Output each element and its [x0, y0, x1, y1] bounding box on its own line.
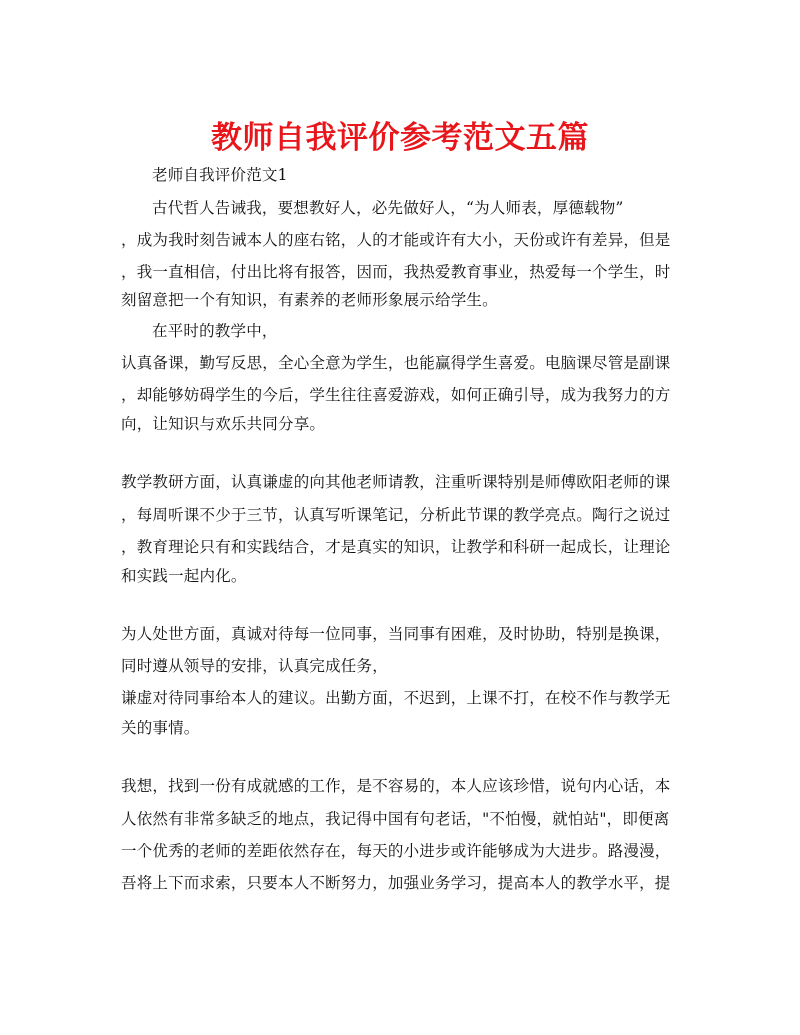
paragraph-line: 同时遵从领导的安排，认真完成任务， [121, 657, 388, 675]
paragraph-line: ，我一直相信，付出比将有报答，因而，我热爱教育事业，热爱每一个学生，时 [121, 263, 671, 281]
paragraph-line: ，却能够妨碍学生的今后，学生往往喜爱游戏，如何正确引导，成为我努力的方 [121, 386, 671, 404]
paragraph-line: 关的事情。 [121, 719, 200, 737]
paragraph-line: 为人处世方面，真诚对待每一位同事，当同事有困难，及时协助，特别是换课， [121, 625, 671, 643]
paragraph-line: 我想，找到一份有成就感的工作，是不容易的，本人应该珍惜，说句内心话，本 [121, 777, 671, 795]
paragraph-line: 刻留意把一个有知识，有素养的老师形象展示给学生。 [121, 291, 498, 309]
paragraph-line: ，教育理论只有和实践结合，才是真实的知识，让教学和科研一起成长，让理论 [121, 538, 671, 556]
paragraph-line: 一个优秀的老师的差距依然存在，每天的小进步或许能够成为大进步。路漫漫， [121, 842, 671, 860]
paragraph-line: 古代哲人告诫我，要想教好人，必先做好人，“为人师表，厚德载物” [152, 199, 624, 217]
paragraph-line: ，成为我时刻告诫本人的座右铭，人的才能或许有大小，天份或许有差异，但是 [121, 231, 671, 249]
paragraph-line: 和实践一起内化。 [121, 567, 247, 585]
paragraph-line: 在平时的教学中， [152, 322, 278, 340]
paragraph-line: 教学教研方面，认真谦虚的向其他老师请教，注重听课特别是师傅欧阳老师的课 [121, 473, 671, 491]
paragraph-line: 认真备课，勤写反思，全心全意为学生，也能赢得学生喜爱。电脑课尽管是副课 [121, 354, 671, 372]
paragraph-line: 向，让知识与欢乐共同分享。 [121, 415, 326, 433]
paragraph-line: ，每周听课不少于三节，认真写听课笔记，分析此节课的教学亮点。陶行之说过 [121, 506, 671, 524]
paragraph-line: 人依然有非常多缺乏的地点，我记得中国有句老话，"不怕慢，就怕站"，即便离 [121, 810, 670, 828]
document-title: 教师自我评价参考范文五篇 [211, 120, 589, 156]
paragraph-line: 谦虚对待同事给本人的建议。出勤方面，不迟到，上课不打，在校不作与教学无 [121, 689, 671, 707]
paragraph-line: 吾将上下而求索，只要本人不断努力，加强业务学习，提高本人的教学水平，提 [121, 874, 671, 892]
section-heading: 老师自我评价范文1 [152, 166, 288, 184]
